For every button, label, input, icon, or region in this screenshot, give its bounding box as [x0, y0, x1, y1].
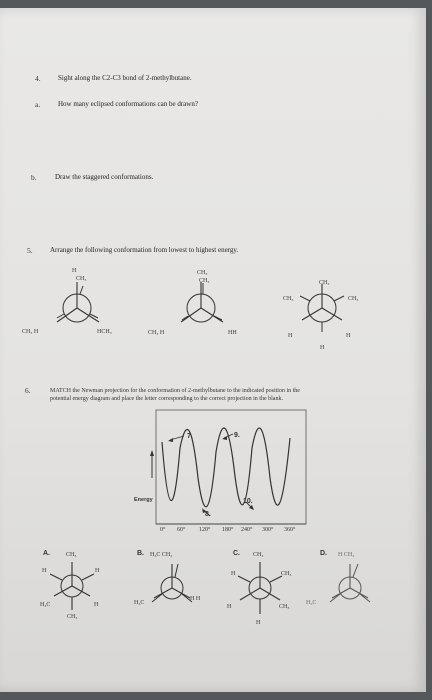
p2-top-label: CH₃ [197, 270, 208, 276]
p3-upright-label: CH₃ [348, 296, 359, 302]
proj-c-ul: H [231, 571, 236, 577]
proj-a-ul: H [42, 568, 47, 574]
q6-line2: potential energy diagram and place the letter corresponding to the correct projection in the blank. [50, 396, 283, 402]
projection-b-letter: B. [137, 550, 144, 557]
proj-a-ll: H₃C [40, 602, 51, 608]
q5-text: Arrange the following conformation from lowest to highest energy. [50, 246, 239, 254]
q4-number: 4. [35, 74, 41, 83]
proj-b-ll: H₃C [134, 600, 145, 606]
projection-d [318, 556, 378, 616]
proj-b-top: H₃C CH₃ [150, 552, 173, 558]
worksheet-page [0, 8, 426, 692]
p3-top-label: CH₃ [319, 280, 330, 286]
projection-a [42, 556, 102, 616]
newman-projection-2 [178, 278, 228, 328]
marker-10: 10. [243, 498, 253, 505]
marker-8: 8. [205, 511, 211, 518]
energy-axis-label: Energy [134, 497, 153, 503]
tick-180: 180° [222, 527, 234, 533]
proj-c-bottom: H [256, 620, 261, 626]
tick-0: 0° [160, 527, 166, 533]
q4b-text: Draw the staggered conformations. [55, 173, 154, 181]
q4a-label: a. [35, 100, 41, 109]
tick-360: 360° [284, 527, 296, 533]
p3-left-label: H [288, 333, 293, 339]
q5-number: 5. [27, 246, 33, 255]
p3-right-label: H [346, 333, 351, 339]
p3-upleft-label: CH₃ [283, 296, 294, 302]
p2-right-label: HH [228, 330, 237, 336]
proj-d-ll: H₃C [306, 600, 317, 606]
proj-a-bottom: CH₃ [67, 614, 78, 620]
proj-a-top: CH₃ [66, 552, 77, 558]
q4a-text: How many eclipsed conformations can be drawn? [58, 100, 198, 108]
q4-text: Sight along the C2-C3 bond of 2-methylbutane. [58, 74, 192, 82]
proj-a-ur: H [95, 568, 100, 574]
proj-c-top: CH₃ [253, 552, 264, 558]
newman-projection-3 [300, 278, 350, 338]
q6-number: 6. [25, 386, 31, 395]
tick-60: 60° [177, 527, 186, 533]
projection-b [140, 556, 200, 616]
marker-7: 7. [187, 433, 193, 440]
q4b-label: b. [31, 173, 37, 182]
proj-a-lr: H [94, 602, 99, 608]
p1-right-label: HCH₃ [97, 329, 112, 335]
proj-c-ll: H [227, 604, 232, 610]
p1-left-label: CH₃ H [22, 329, 39, 335]
proj-c-ur: CH₃ [281, 571, 292, 577]
projection-c-letter: C. [233, 550, 240, 557]
p3-bottom-label: H [320, 345, 325, 351]
projection-c [232, 556, 292, 621]
p2-top2-label: CH₃ [199, 278, 210, 284]
tick-120: 120° [199, 527, 211, 533]
q6-line1: MATCH the Newman projection for the conformation of 2-methylbutane to the indicated position in the [50, 388, 300, 394]
newman-projection-1 [54, 278, 104, 328]
p1-top-label: H [72, 268, 77, 274]
tick-300: 300° [262, 527, 274, 533]
p1-top2-label: CH₃ [76, 276, 87, 282]
p2-left-label: CH₃ H [148, 330, 165, 336]
proj-b-lr: H H [190, 596, 201, 602]
projection-a-letter: A. [43, 550, 50, 557]
tick-240: 240° [241, 527, 253, 533]
energy-diagram [140, 408, 340, 533]
proj-c-lr: CH₃ [279, 604, 290, 610]
proj-d-top: H CH₃ [338, 552, 355, 558]
marker-9: 9. [234, 432, 240, 439]
projection-d-letter: D. [320, 550, 327, 557]
